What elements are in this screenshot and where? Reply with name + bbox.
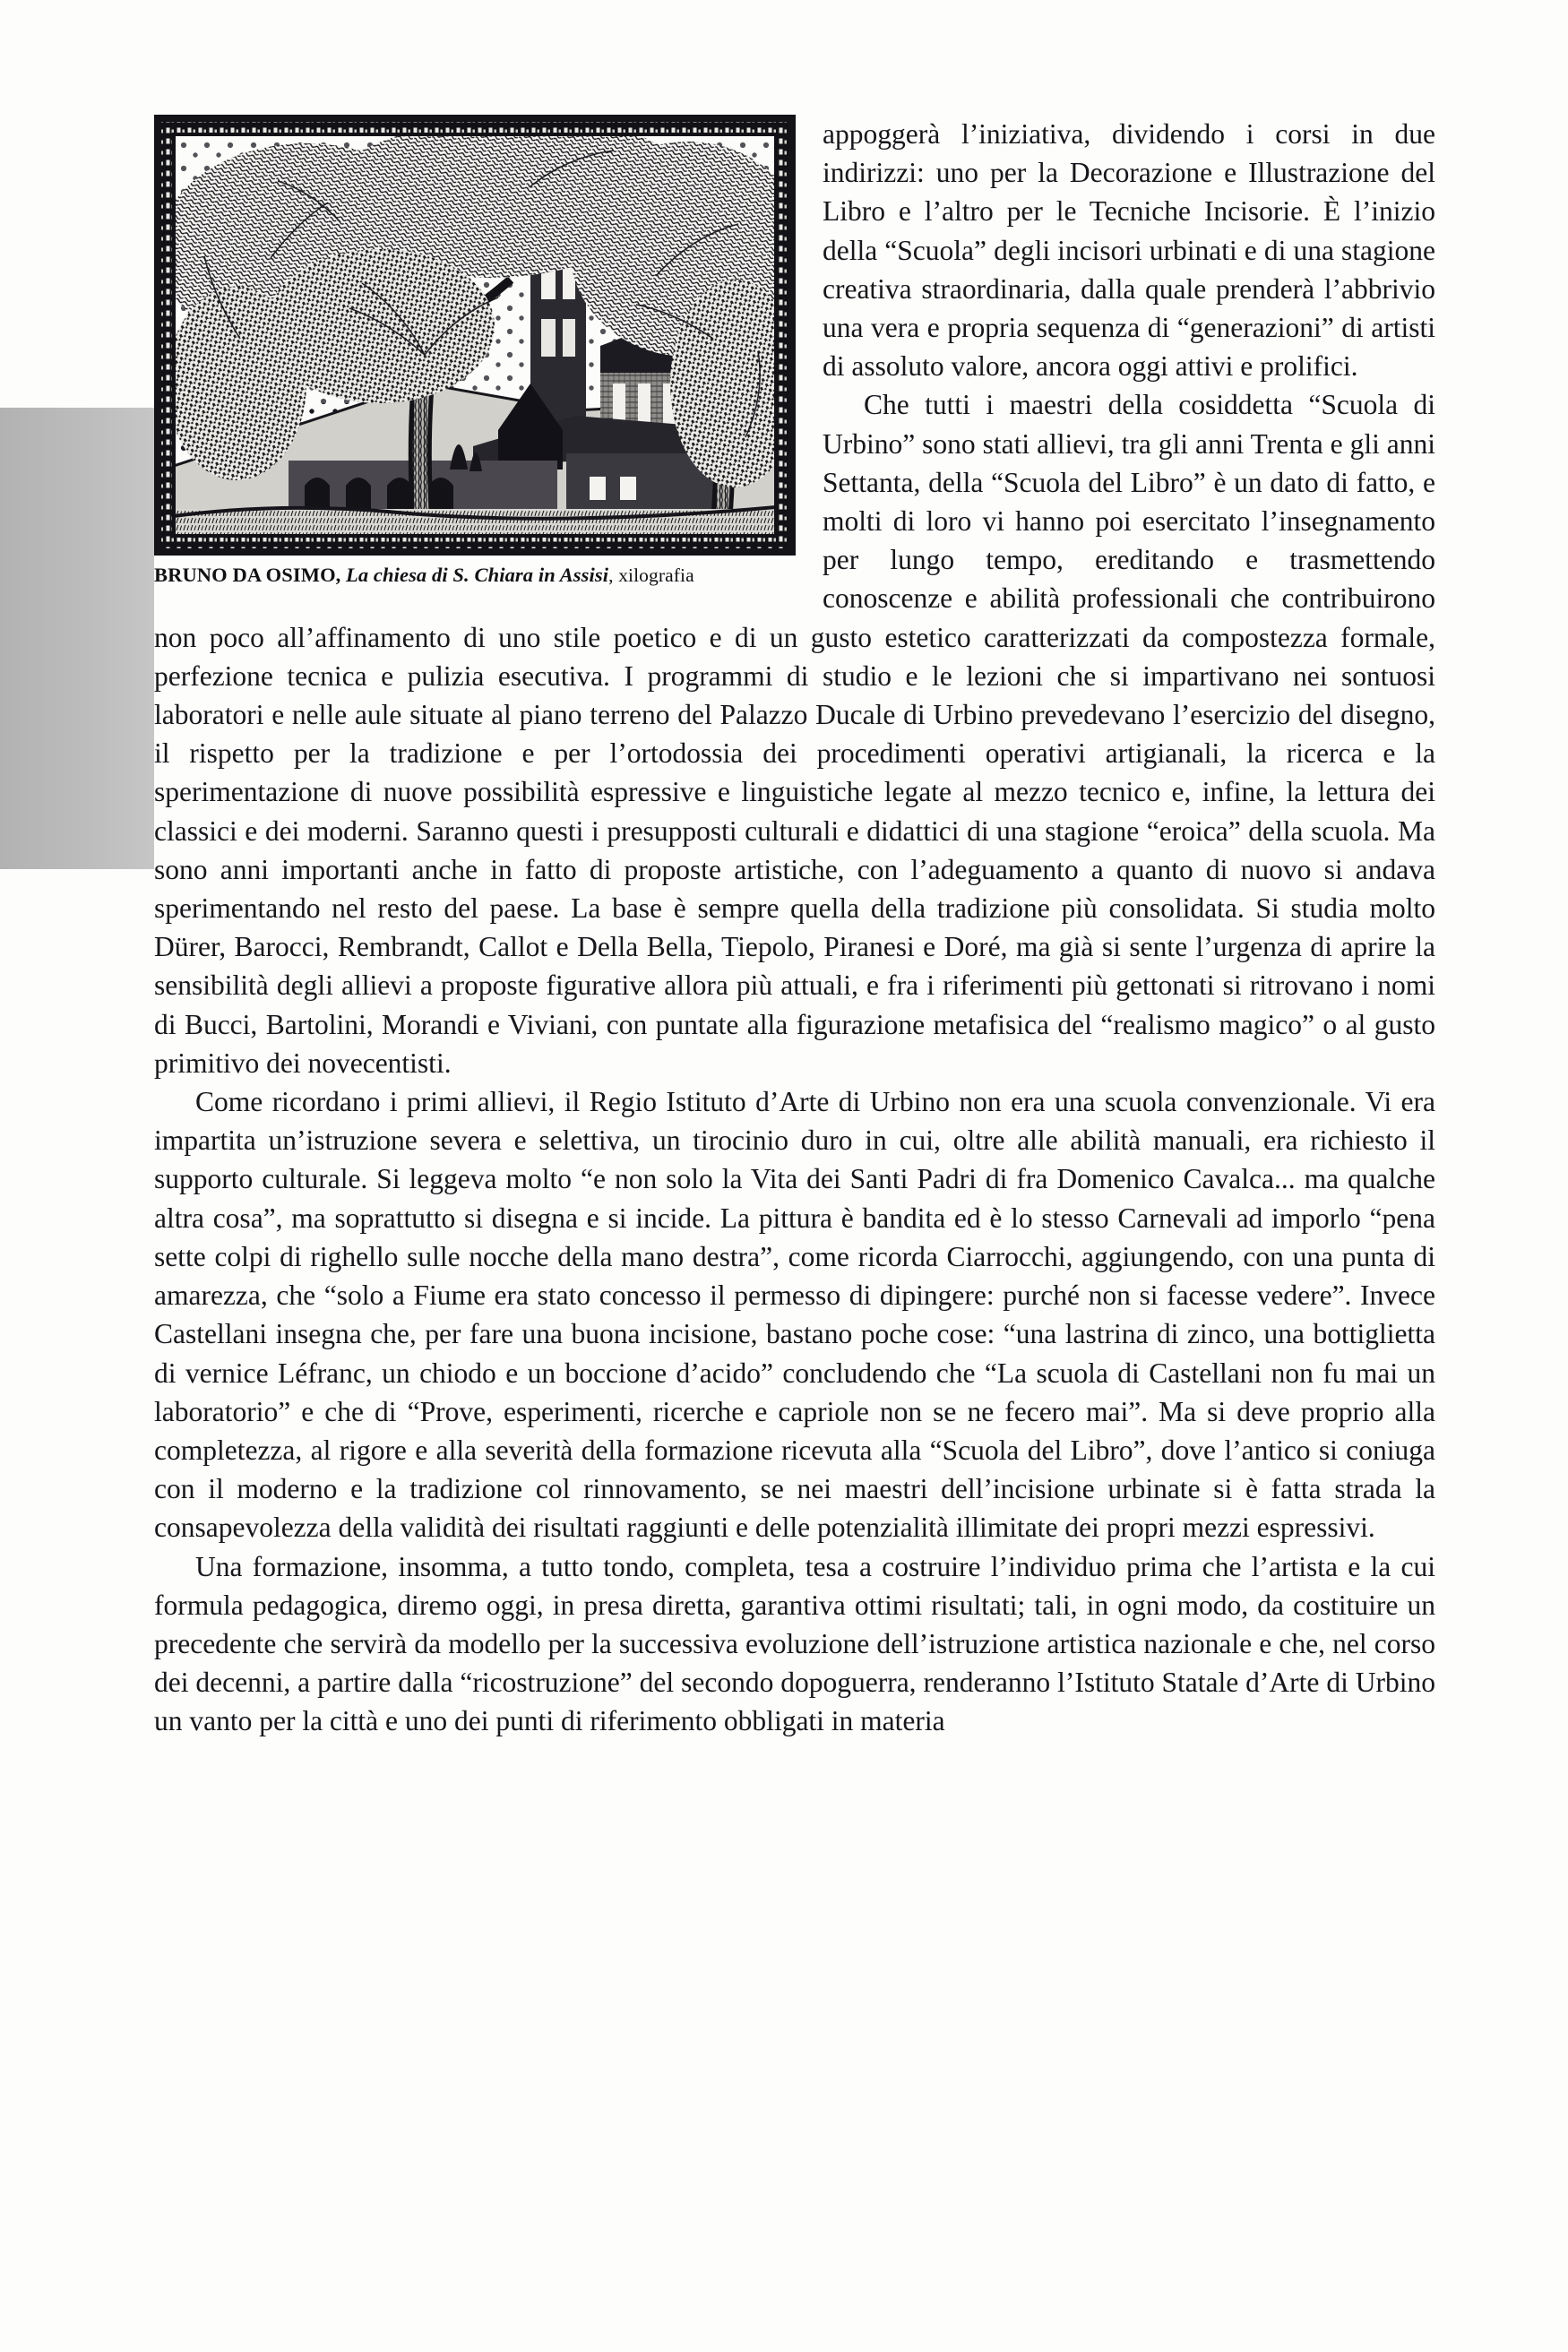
caption-technique: xilografia (618, 564, 694, 586)
caption-separator: , (608, 564, 614, 586)
body-text-column (154, 115, 1435, 1741)
caption-title: La chiesa di S. Chiara in Assisi (346, 564, 609, 586)
paragraph-formazione: Una formazione, insomma, a tutto tondo, completa, tesa a costruire l’individuo prima che l’artista e la cui formula pedagogica, diremo oggi, in presa diretta, garantiva ottimi risultati; tali, in ogni modo, da costituire un precedente che servirà da modello per la successiva evoluzione dell’istruzione artistica nazionale e che, nel corso dei decenni, a partire dalla “ricostruzione” del secondo dopoguerra, renderanno l’Istituto Statale d’Arte di Urbino un vanto per la città e uno dei punti di riferimento obbligati in materia (154, 1550, 1435, 1737)
paragraph-continued: appoggerà l’iniziativa, dividendo i corsi in due indirizzi: uno per la Decorazione e Illustrazione del Libro e l’altro per le Tecniche Incisorie. È l’inizio della “Scuola” degli incisori urbinati e di una stagione creativa straordinaria, dalla quale prenderà l’abbrivio una vera e propria sequenza di “generazioni” di artisti di assoluto valore, ancora oggi attivi e prolifici. (823, 118, 1435, 383)
paragraph-regio-istituto: Come ricordano i primi allievi, il Regio Istituto d’Arte di Urbino non era una scuola convenzionale. Vi era impartita un’istruzione severa e selettiva, un tirocinio duro in cui, oltre alle abilità manuali, era richiesto il supporto culturale. Si leggeva molto “e non solo la Vita dei Santi Padri di fra Domenico Cavalca... ma qualche altra cosa”, ma soprattutto si disegna e si incide. La pittura è bandita ed è lo stesso Carnevali ad imporlo “pena sette colpi di righello sulle nocche della mano destra”, come ricorda Ciarrocchi, aggiungendo, con una punta di amarezza, che “solo a Fiume era stato concesso il permesso di dipingere: purché non si facesse vedere”. Invece Castellani insegna che, per fare una buona incisione, bastano poche cose: “una lastrina di zinco, una bottiglietta di vernice Léfranc, un chiodo e un boccione d’acido” concludendo che “La scuola di Castellani non fu mai un laboratorio” e che di “Prove, esperimenti, ricerche e capriole non se ne fecero mai”. Ma si deve proprio alla completezza, al rigore e alla severità della formazione ricevuta alla “Scuola del Libro”, dove l’antico si coniuga con il moderno e la tradizione col rinnovamento, se nei maestri dell’incisione urbinate si è fatta strada la consapevolezza della validità dei risultati raggiunti e delle potenzialità illimitate dei propri mezzi espressivi. (154, 1086, 1435, 1544)
paragraph-scuola-urbino: Che tutti i maestri della cosiddetta “Scuola di Urbino” sono stati allievi, tra gli anni Trenta e gli anni Settanta, della “Scuola del Libro” è un dato di fatto, e molti di loro vi hanno poi esercitato l’insegnamento per lungo tempo, ereditando e trasmettendo conoscenze e abilità professionali che contribuirono non poco all’affinamento di uno stile poetico e di un gusto estetico caratterizzati da compostezza formale, perfezione tecnica e pulizia esecutiva. I programmi di studio e le lezioni che si impartivano nei sontuosi laboratori e nelle aule situate al piano terreno del Palazzo Ducale di Urbino prevedevano l’esercizio del disegno, il rispetto per la tradizione e per l’ortodossia dei procedimenti operativi artigianali, la ricerca e la sperimentazione di nuove possibilità espressive e linguistiche legate al mezzo tecnico e, infine, la lettura dei classici e dei moderni. Saranno questi i presupposti culturali e didattici di una stagione “eroica” della scuola. Ma sono anni importanti anche in fatto di proposte artistiche, con l’adeguamento a quanto di nuovo si andava sperimentando nel resto del paese. La base è sempre quella della tradizione più consolidata. Si studia molto Dürer, Barocci, Rembrandt, Callot e Della Bella, Tiepolo, Piranesi e Doré, ma già si sente l’urgenza di aprire la sensibilità degli allievi a proposte figurative allora più attuali, e fra i riferimenti più gettonati si ritrovano i nomi di Bucci, Bartolini, Morandi e Viviani, con puntate alla figurazione metafisica del “realismo magico” o al gusto primitivo dei novecentisti. (154, 389, 1435, 1079)
woodcut-illustration-image (154, 115, 796, 556)
scan-edge-strip (0, 408, 154, 869)
figure-woodcut (154, 115, 796, 587)
figure-image (154, 115, 796, 556)
figure-caption (154, 564, 796, 587)
caption-artist: BRUNO DA OSIMO, (154, 564, 341, 586)
